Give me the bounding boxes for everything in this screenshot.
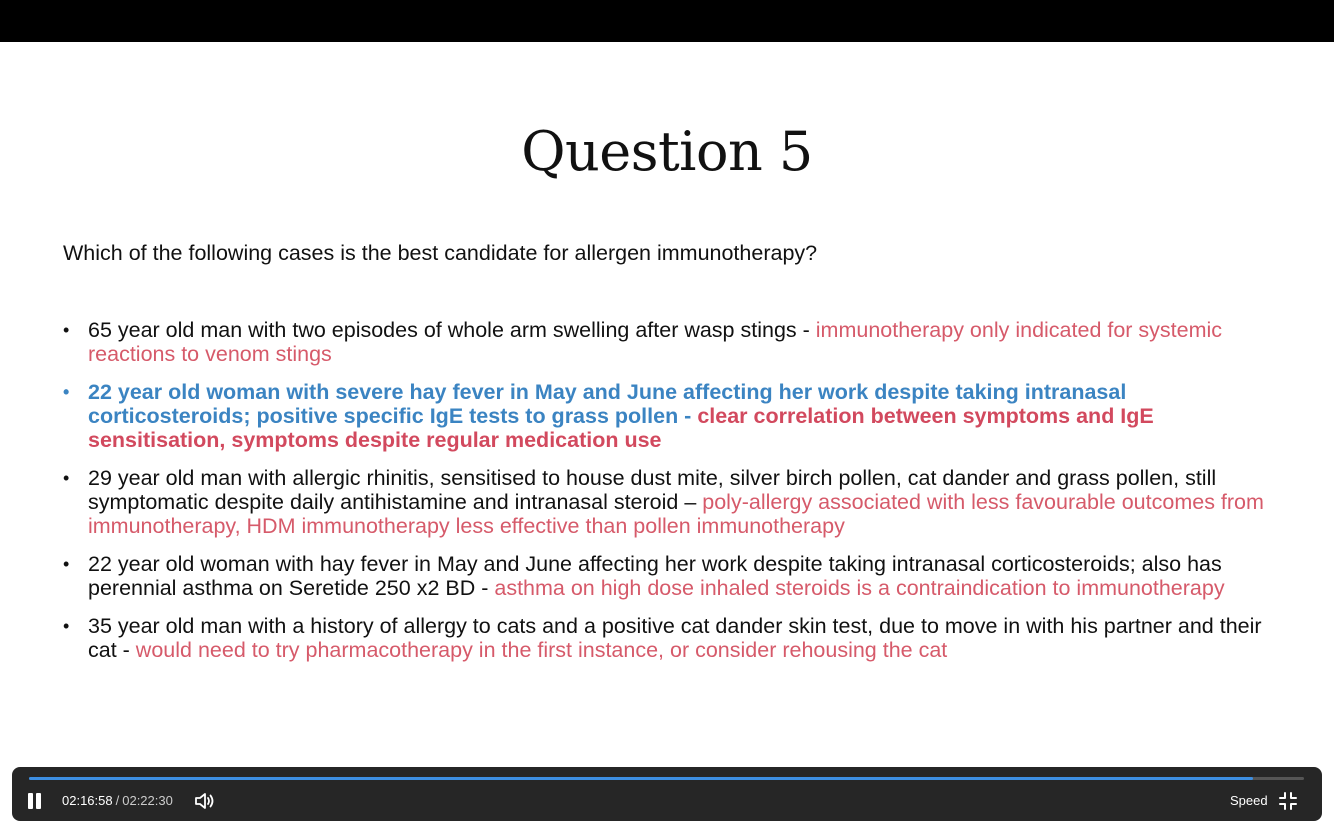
- speed-button[interactable]: Speed: [1230, 793, 1268, 808]
- option-explanation: would need to try pharmacotherapy in the first instance, or consider rehousing the cat: [135, 638, 948, 662]
- exit-fullscreen-icon[interactable]: [1278, 791, 1298, 811]
- option-explanation: asthma on high dose inhaled steroids is a contraindication to immunotherapy: [494, 576, 1225, 600]
- option-text: 35 year old man with a history of allergy to cats and a positive cat dander skin test, due to move in with his partner and their cat -: [88, 614, 1262, 662]
- bullet-icon: •: [63, 320, 70, 340]
- option-explanation: clear correlation between symptoms and IgE sensitisation, symptoms despite regular medication use: [88, 404, 1154, 452]
- top-letterbox-bar: [0, 0, 1334, 42]
- bullet-icon: •: [63, 468, 70, 488]
- option-text: 29 year old man with allergic rhinitis, sensitised to house dust mite, silver birch pollen, cat dander and grass pollen, still symptomatic despite daily antihistamine and intranasal steroid –: [88, 466, 1217, 514]
- time-separator: /: [115, 793, 120, 808]
- time-display: [62, 793, 173, 808]
- option-4: [63, 552, 1273, 600]
- slide-title: Question 5: [521, 120, 813, 183]
- bullet-icon: •: [63, 554, 70, 574]
- option-5: [63, 614, 1273, 662]
- option-1: [63, 318, 1273, 366]
- pause-button[interactable]: [26, 793, 44, 809]
- bullet-icon: •: [63, 616, 70, 636]
- video-slide: [0, 42, 1334, 834]
- option-2-correct: [63, 380, 1273, 452]
- player-controls-bar: [12, 767, 1322, 821]
- progress-bar[interactable]: [29, 777, 1304, 780]
- option-explanation: immunotherapy only indicated for systemic reactions to venom stings: [88, 318, 1223, 366]
- current-time: 02:16:58: [62, 793, 113, 808]
- options-list: [63, 318, 1273, 676]
- option-explanation: poly-allergy associated with less favourable outcomes from immunotherapy, HDM immunotherapy less effective than pollen immunotherapy: [88, 490, 1264, 538]
- question-text: Which of the following cases is the best candidate for allergen immunotherapy?: [63, 241, 818, 265]
- option-text: 22 year old woman with hay fever in May and June affecting her work despite taking intranasal corticosteroids; also has perennial asthma on Seretide 250 x2 BD -: [88, 552, 1222, 600]
- volume-icon[interactable]: [194, 791, 216, 811]
- option-text: 22 year old woman with severe hay fever in May and June affecting her work despite taking intranasal corticosteroids; positive specific IgE tests to grass pollen -: [88, 380, 1127, 428]
- option-text: 65 year old man with two episodes of whole arm swelling after wasp stings -: [88, 318, 816, 342]
- bullet-icon: •: [63, 382, 70, 402]
- duration: 02:22:30: [122, 793, 173, 808]
- option-3: [63, 466, 1273, 538]
- progress-fill: [29, 777, 1253, 780]
